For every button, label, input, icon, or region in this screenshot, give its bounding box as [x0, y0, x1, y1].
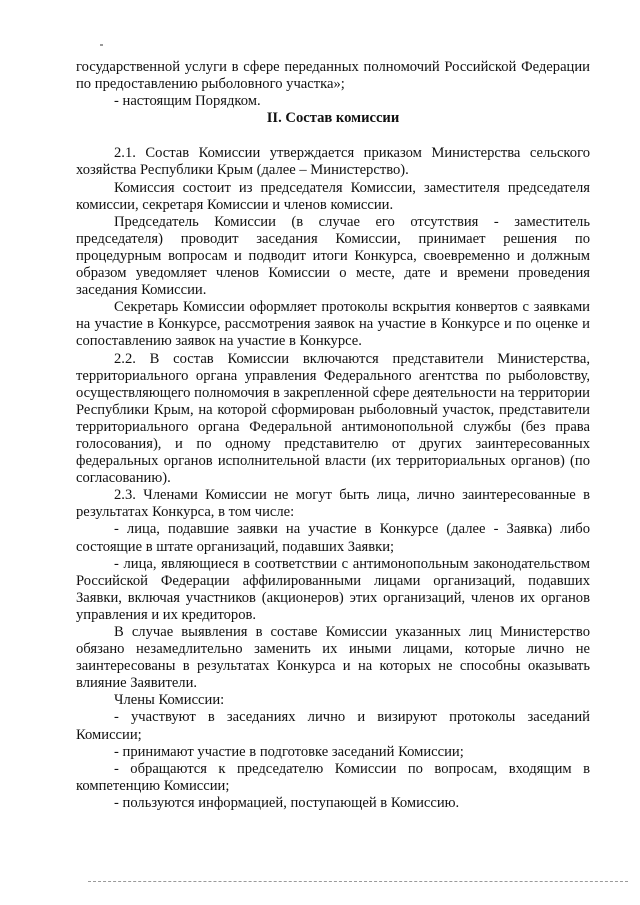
paragraph-2-1: 2.1. Состав Комиссии утверждается приказом Министерства сельского хозяйства Республики Крым (далее – Министерство). [76, 145, 590, 179]
document-page [76, 59, 590, 812]
list-item: - участвуют в заседаниях лично и визируют протоколы заседаний Комиссии; [76, 709, 590, 743]
paragraph-secretary: Секретарь Комиссии оформляет протоколы вскрытия конвертов с заявками на участие в Конкурсе, рассмотрения заявок на участие в Конкурсе и по оценке и сопоставлению заявок на участие в Конкурсе. [76, 299, 590, 350]
list-item: - пользуются информацией, поступающей в Комиссию. [114, 794, 460, 811]
list-item: - принимают участие в подготовке заседаний Комиссии; [114, 743, 464, 760]
paragraph-2-2: 2.2. В состав Комиссии включаются представители Министерства, территориального органа управления Федерального агентства по рыболовству, осуществляющего полномочия в закрепленной сфере деятельности на территории Республики Крым, на которой сформирован рыболовный участок, представители территориального органа Федеральной антимонопольной службы (без права голосования), и по одному представителю от других заинтересованных федеральных органов исполнительной власти (их территориальных органов) (по согласованию). [76, 350, 590, 487]
paragraph-chairman: Председатель Комиссии (в случае его отсутствия - заместитель председателя) проводит заседания Комиссии, принимает решения по процедурным вопросам и подводит итоги Конкурса, своевременно и должным образом уведомляет членов Комиссии о месте, дате и времени проведения заседания Комиссии. [76, 213, 590, 299]
section-title: II. Состав комиссии [266, 110, 400, 127]
paragraph-composition: Комиссия состоит из председателя Комиссии, заместителя председателя комиссии, секретаря Комиссии и членов комиссии. [76, 179, 590, 213]
intro-item: - настоящим Порядком. [114, 93, 261, 110]
paragraph-members: Члены Комиссии: [114, 692, 225, 709]
footer-divider [88, 881, 628, 883]
scan-mark [100, 44, 103, 46]
intro-text: государственной услуги в сфере переданных полномочий Российской Федерации по предоставлению рыболовного участка»; [76, 59, 590, 93]
paragraph-replacement: В случае выявления в составе Комиссии указанных лиц Министерство обязано незамедлительно заменить их иными лицами, которые лично не заинтересованы в результатах Конкурса и на которых не способны оказывать влияние Заявители. [76, 624, 590, 692]
list-item: - лица, подавшие заявки на участие в Конкурсе (далее - Заявка) либо состоящие в штате организаций, подавших Заявки; [76, 521, 590, 555]
list-item: - лица, являющиеся в соответствии с антимонопольным законодательством Российской Федерации аффилированными лицами организаций, подавших Заявки, включая участников (акционеров) этих организаций, членов их органов управления и их кредиторов. [76, 555, 590, 623]
paragraph-2-3: 2.3. Членами Комиссии не могут быть лица, лично заинтересованные в результатах Конкурса, в том числе: [76, 487, 590, 521]
list-item: - обращаются к председателю Комиссии по вопросам, входящим в компетенцию Комиссии; [76, 760, 590, 794]
